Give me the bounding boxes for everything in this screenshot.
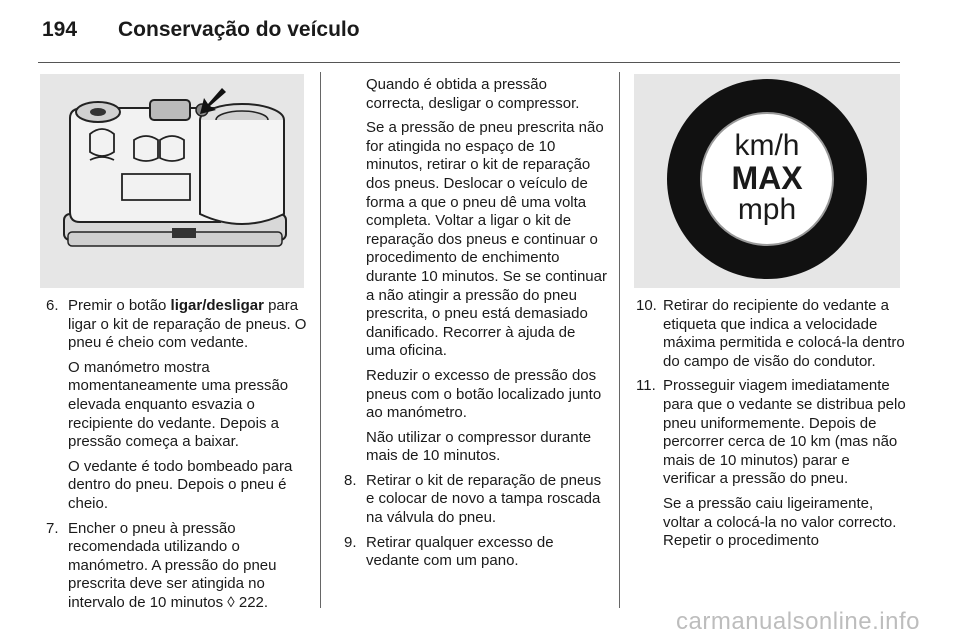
step-10 (636, 297, 906, 371)
step-9-text: Retirar qualquer excesso de vedante com um pano. (366, 533, 554, 570)
step-6-para-2: O manómetro mostra momentaneamente uma pressão elevada enquanto esvazia o recipiente do vedante. Depois a pressão começa a baixar. (68, 358, 289, 451)
col2-para-1: Quando é obtida a pressão correcta, desligar o compressor. (366, 76, 580, 112)
column-divider-2 (619, 72, 620, 608)
watermark: carmanualsonline.info (676, 608, 920, 635)
step-6-para-3: O vedante é todo bombeado para dentro do pneu. Depois o pneu é cheio. (68, 457, 293, 512)
sign-max: MAX (731, 160, 803, 196)
step-8-text: Retirar o kit de reparação de pneus e colocar de novo a tampa roscada na válvula do pneu. (366, 471, 602, 527)
step-11 (636, 377, 906, 489)
column-3 (636, 297, 906, 557)
step-11-number: 11. (636, 377, 656, 395)
page-number: 194 (42, 18, 78, 41)
step-11-text: Prosseguir viagem imediatamente para que o vedante se distribua pelo pneu uniformemente. Depois de percorrer cerca de 10 km (mas não mais de 10 minutos) parar e verificar a pressão do pneu. (663, 377, 906, 488)
page-header (42, 18, 360, 42)
speed-sign-illustration (634, 74, 900, 288)
page-ref-icon: ◊ (227, 593, 235, 611)
col2-para-3: Reduzir o excesso de pressão dos pneus com o botão localizado junto ao manómetro. (366, 366, 602, 422)
step-10-number: 10. (636, 297, 657, 314)
page-ref-link[interactable]: 222. (234, 593, 269, 611)
step-7-number: 7. (46, 519, 59, 537)
step-9-number: 9. (344, 533, 357, 551)
step-6-text-a: Premir o botão (68, 297, 171, 314)
step-8-number: 8. (344, 471, 357, 489)
page-title: Conservação do veículo (118, 18, 360, 41)
col2-para-4: Não utilizar o compressor durante mais de 10 minutos. (366, 428, 592, 465)
column-divider-1 (320, 72, 321, 608)
sign-mph: mph (737, 193, 797, 226)
step-6 (46, 297, 308, 353)
speed-sign-label (634, 130, 900, 226)
sign-kmh: km/h (734, 129, 800, 162)
column-2 (344, 76, 608, 577)
column-1 (46, 297, 308, 619)
col2-para-2: Se a pressão de pneu prescrita não for atingida no espaço de 10 minutos, retirar o kit de reparação dos pneus. Deslocar o veículo de forma a que o pneu dê uma volta completa. Voltar a ligar o kit de reparação dos pneus e continuar o procedimento de enchimento durante 10 minutos. Se se continuar a não atingir a pressão do pneu prescrita, o pneu está demasiado danificado. Recorrer à ajuda de uma oficina. (366, 119, 607, 360)
step-6-number: 6. (46, 297, 59, 314)
step-9 (344, 534, 608, 571)
step-7-text: Encher o pneu à pressão recomendada utilizando o manómetro. A pressão do pneu prescrita deve ser atingida no intervalo de 10 minutos (68, 519, 277, 611)
step-8 (344, 472, 608, 528)
step-10-text: Retirar do recipiente do vedante a etiqueta que indica a velocidade máxima permitida e colocá-la dentro do campo de visão do condutor. (663, 297, 905, 370)
header-rule (38, 62, 900, 63)
step-11-para-2: Se a pressão caiu ligeiramente, voltar a colocá-la no valor correcto. Repetir o procedimento (663, 494, 897, 550)
step-7 (46, 520, 308, 613)
compressor-illustration (40, 74, 304, 288)
compressor-drawing (40, 74, 304, 288)
power-button-label: ligar/desligar (170, 297, 264, 314)
step-6-text-b: para ligar o kit de reparação de pneus. O pneu é cheio com vedante. (68, 297, 307, 352)
